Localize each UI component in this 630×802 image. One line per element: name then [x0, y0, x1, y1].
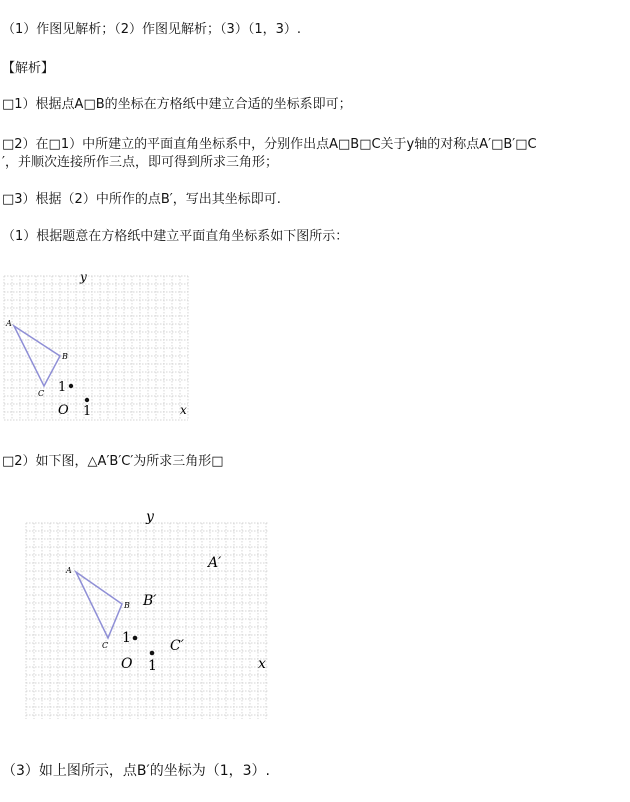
analysis-step-1: □1）根据点A□B的坐标在方格纸中建立合适的坐标系即可；	[2, 97, 352, 112]
figure-2-label-c-prime: C′	[170, 638, 184, 654]
analysis-step-2-line-1: □2）在□1）中所建立的平面直角坐标系中，分别作出点A□B□C关于y轴的对称点A′□B′□C	[2, 137, 537, 152]
figure-2-grid	[26, 523, 268, 719]
figure-1	[0, 268, 200, 428]
figure-2-triangle-abc	[76, 572, 122, 638]
figure-1-x-axis-label: x	[180, 403, 187, 417]
figure-2-label-c: C	[102, 641, 109, 650]
part-1-text: （1）根据题意在方格纸中建立平面直角坐标系如下图所示：	[2, 229, 349, 244]
part-3-text: （3）如上图所示，点B′的坐标为（1，3）.	[2, 763, 270, 779]
figure-2-label-b: B	[124, 601, 130, 610]
analysis-step-3: □3）根据（2）中所作的点B′，写出其坐标即可.	[2, 192, 281, 207]
figure-2-point-unit-y	[133, 636, 138, 641]
figure-2	[0, 505, 290, 725]
figure-1-label-a: A	[6, 319, 12, 328]
figure-2-y-axis-label: y	[146, 509, 154, 525]
figure-2-label-a: A	[66, 566, 72, 575]
figure-1-grid	[4, 276, 188, 420]
figure-1-tick-y-1: 1	[58, 380, 67, 395]
figure-2-label-b-prime: B′	[143, 593, 157, 609]
figure-2-tick-x-1: 1	[148, 658, 157, 674]
figure-2-label-a-prime: A′	[208, 555, 222, 571]
figure-2-tick-y-1: 1	[122, 630, 131, 646]
figure-2-x-axis-label: x	[258, 656, 266, 672]
figure-1-tick-x-1: 1	[83, 404, 92, 419]
figure-1-origin-label: O	[58, 403, 69, 418]
figure-1-point-unit-x	[85, 398, 89, 402]
figure-1-point-unit-y	[69, 384, 73, 388]
figure-2-point-unit-x	[150, 651, 155, 656]
answer-line: （1）作图见解析；（2）作图见解析；（3）（1，3）.	[2, 22, 301, 37]
analysis-heading: 【解析】	[2, 61, 55, 76]
figure-1-label-c: C	[38, 389, 45, 398]
figure-1-label-b: B	[62, 352, 68, 361]
figure-1-y-axis-label: y	[80, 270, 87, 284]
analysis-step-2-line-2: ′，并顺次连接所作三点，即可得到所求三角形；	[2, 155, 278, 170]
figure-2-origin-label: O	[121, 656, 133, 672]
part-2-text: □2）如下图，△A′B′C′为所求三角形□	[2, 454, 224, 469]
